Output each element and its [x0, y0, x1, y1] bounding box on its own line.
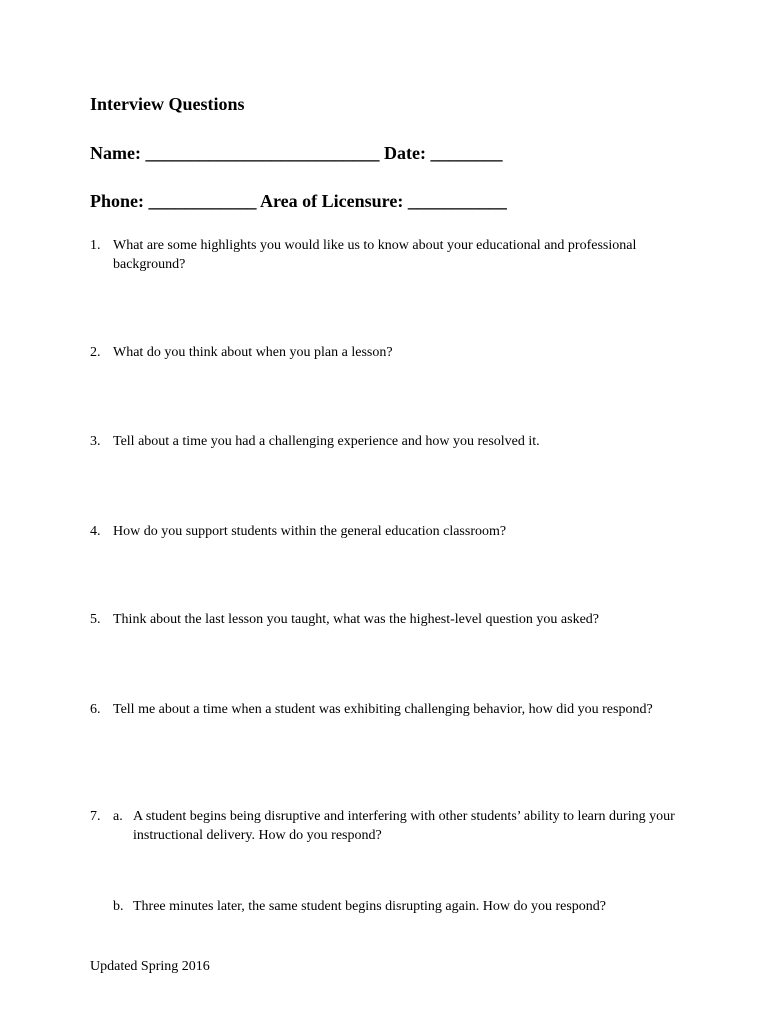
question-7a — [113, 807, 693, 845]
question-number: 1. — [90, 238, 101, 253]
question-text: Tell about a time you had a challenging experience and how you resolved it. — [113, 434, 540, 449]
question-2 — [90, 343, 690, 362]
name-label: Name: — [90, 143, 141, 163]
phone-blank: ____________ — [148, 191, 257, 211]
question-3 — [90, 432, 690, 451]
sub-question-letter: a. — [113, 809, 123, 824]
question-number: 7. — [90, 809, 101, 824]
question-number: 6. — [90, 702, 101, 717]
question-1 — [90, 236, 690, 274]
phone-label: Phone: — [90, 191, 144, 211]
question-text: What are some highlights you would like us to know about your educational and professional background? — [113, 238, 637, 272]
question-text: How do you support students within the general education classroom? — [113, 524, 507, 539]
question-text: Tell me about a time when a student was exhibiting challenging behavior, how did you respond? — [113, 702, 653, 717]
date-label: Date: — [383, 143, 426, 163]
footer-note: Updated Spring 2016 — [90, 959, 210, 974]
licensure-blank: ___________ — [407, 191, 507, 211]
question-text: Think about the last lesson you taught, what was the highest-level question you asked? — [113, 612, 600, 627]
question-6 — [90, 700, 690, 719]
name-blank: __________________________ — [145, 143, 380, 163]
question-number: 3. — [90, 434, 101, 449]
sub-question-letter: b. — [113, 899, 124, 914]
question-4 — [90, 522, 690, 541]
sub-question-text: Three minutes later, the same student begins disrupting again. How do you respond? — [133, 899, 606, 914]
name-date-line — [90, 143, 502, 164]
question-5 — [90, 610, 690, 629]
document-title: Interview Questions — [90, 94, 245, 114]
question-number: 4. — [90, 524, 101, 539]
question-number: 2. — [90, 345, 101, 360]
phone-licensure-line — [90, 191, 507, 212]
date-blank: ________ — [430, 143, 503, 163]
licensure-label: Area of Licensure: — [260, 191, 404, 211]
sub-question-text: A student begins being disruptive and interfering with other students’ ability to learn during your instructional delivery. How do you respond? — [133, 809, 675, 843]
question-text: What do you think about when you plan a lesson? — [113, 345, 393, 360]
question-7b — [113, 897, 693, 916]
question-number: 5. — [90, 612, 101, 627]
